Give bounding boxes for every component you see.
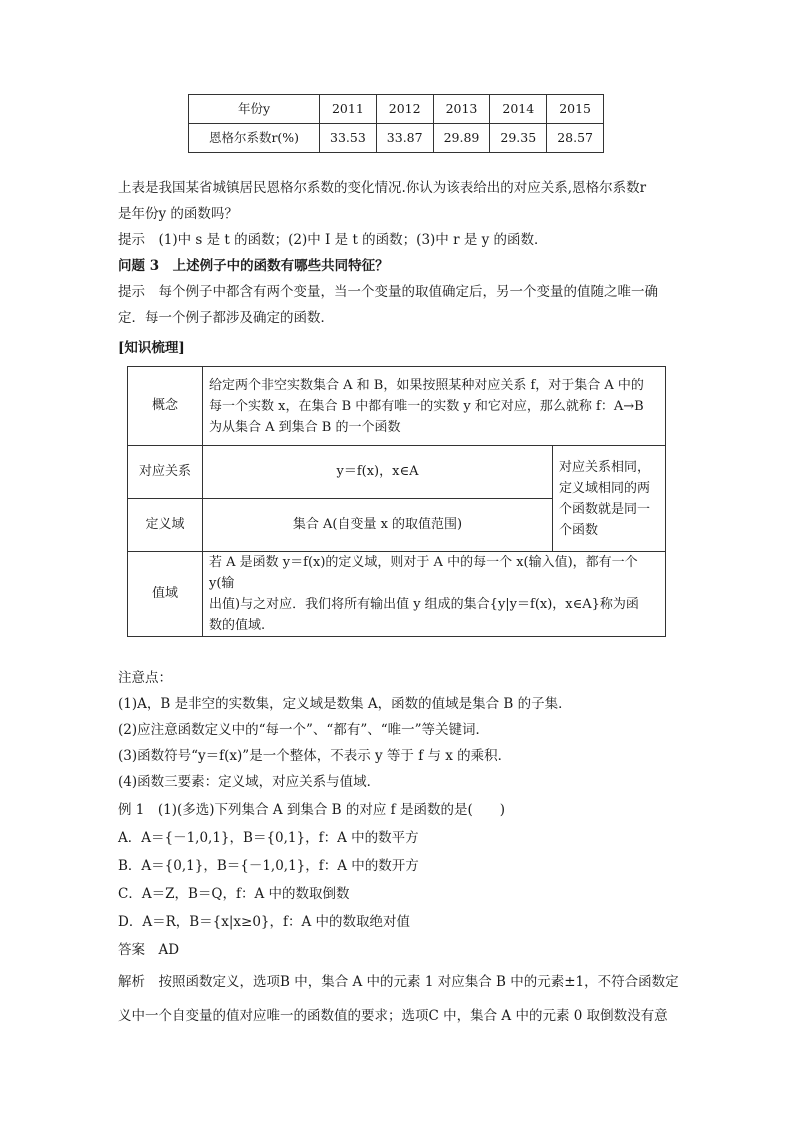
engel-row-label: 恩格尔系数r(%) — [189, 124, 320, 153]
option-b: B．A＝{0,1}，B＝{－1,0,1}，f：A 中的数开方 — [118, 858, 419, 874]
note-item: (3)函数符号“y＝f(x)”是一个整体，不表示 y 等于 f 与 x 的乘积． — [118, 748, 512, 764]
range-label: 值域 — [128, 552, 203, 637]
note-item: (1)A，B 是非空的实数集，定义域是数集 A，函数的值域是集合 B 的子集． — [118, 696, 572, 712]
mapping-value: y＝f(x)，x∈A — [203, 446, 553, 499]
option-c: C．A＝Z，B＝Q，f：A 中的数取倒数 — [118, 886, 350, 902]
table-row — [189, 124, 604, 153]
option-d: D．A＝R，B＝{x|x≥0}，f：A 中的数取绝对值 — [118, 914, 411, 930]
year-cell: 2013 — [433, 95, 490, 124]
question-heading: 问题 3 上述例子中的函数有哪些共同特征？ — [118, 258, 389, 274]
concept-text: 给定两个非空实数集合 A 和 B，如果按照某种对应关系 f，对于集合 A 中的 每一个实数 x，在集合 B 中都有唯一的实数 y 和它对应，那么就称 f：A→B 为从集合 A 到集合 B 的一个函数 — [203, 367, 666, 446]
hint-line: 定．每一个例子都涉及确定的函数． — [118, 310, 334, 326]
option-a: A．A＝{－1,0,1}，B＝{0,1}，f：A 中的数平方 — [118, 830, 419, 846]
engel-cell: 33.87 — [376, 124, 433, 153]
note-item: (2)应注意函数定义中的“每一个”、“都有”、“唯一”等关键词． — [118, 722, 490, 738]
table-row — [128, 552, 666, 637]
table-row — [128, 367, 666, 446]
range-text: 若 A 是函数 y＝f(x)的定义域，则对于 A 中的每一个 x(输入值)，都有一个 y(输 出值)与之对应．我们将所有输出值 y 组成的集合{y|y＝f(x)，x∈A}称为函 数的值域. — [203, 552, 666, 637]
year-cell: 2011 — [320, 95, 377, 124]
example-stem: 例 1 (1)(多选)下列集合 A 到集合 B 的对应 f 是函数的是( ) — [118, 802, 505, 818]
table-row — [128, 446, 666, 499]
mapping-label: 对应关系 — [128, 446, 203, 499]
analysis-line: 解析 按照函数定义，选项B 中，集合 A 中的元素 1 对应集合 B 中的元素±1，不符合函数定 — [118, 974, 679, 990]
hint-line: 提示 (1)中 s 是 t 的函数；(2)中 I 是 t 的函数；(3)中 r 是 y 的函数． — [118, 232, 548, 248]
section-heading: [知识梳理] — [118, 340, 185, 356]
year-cell: 2015 — [547, 95, 604, 124]
year-cell: 2012 — [376, 95, 433, 124]
engel-cell: 33.53 — [320, 124, 377, 153]
year-cell: 2014 — [490, 95, 547, 124]
engel-cell: 29.35 — [490, 124, 547, 153]
para-line: 是年份y 的函数吗？ — [118, 206, 238, 222]
engel-cell: 28.57 — [547, 124, 604, 153]
year-engel-table — [188, 94, 604, 153]
concept-label: 概念 — [128, 367, 203, 446]
para-line: 上表是我国某省城镇居民恩格尔系数的变化情况.你认为该表给出的对应关系,恩格尔系数r — [118, 180, 647, 196]
answer-line: 答案 AD — [118, 942, 180, 958]
notes-heading: 注意点： — [118, 670, 172, 686]
analysis-line: 义中一个自变量的值对应唯一的函数值的要求；选项C 中，集合 A 中的元素 0 取倒数没有意 — [118, 1008, 668, 1024]
domain-label: 定义域 — [128, 499, 203, 552]
hint-line: 提示 每个例子中都含有两个变量，当一个变量的取值确定后，另一个变量的值随之唯一确 — [118, 284, 658, 300]
table-row — [189, 95, 604, 124]
year-row-label: 年份y — [189, 95, 320, 124]
same-function-note: 对应关系相同， 定义域相同的两 个函数就是同一 个函数 — [553, 446, 666, 552]
engel-cell: 29.89 — [433, 124, 490, 153]
note-item: (4)函数三要素：定义域，对应关系与值域． — [118, 774, 381, 790]
function-concept-table — [127, 366, 666, 637]
domain-value: 集合 A(自变量 x 的取值范围) — [203, 499, 553, 552]
